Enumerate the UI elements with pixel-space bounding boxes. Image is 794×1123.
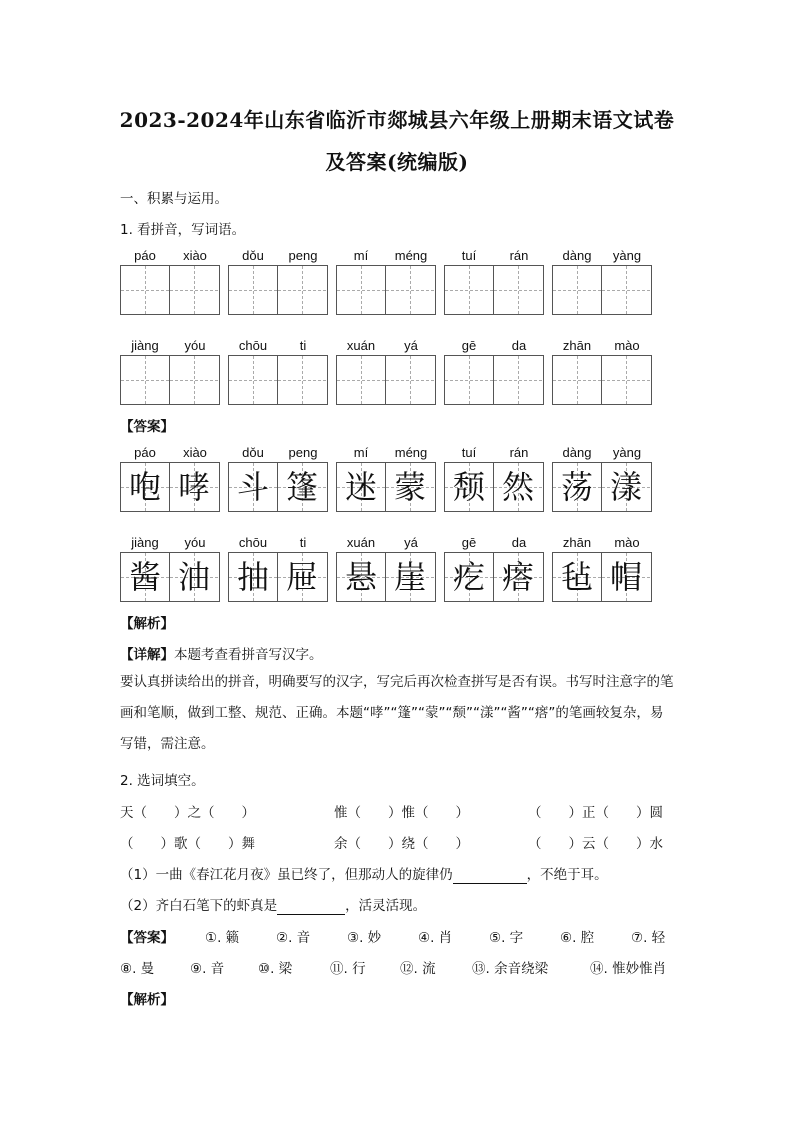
q2-answer-item: ④. 肖 xyxy=(418,930,453,946)
pinyin-label: yóu xyxy=(184,535,206,550)
pinyin-label: yàng xyxy=(612,248,642,263)
q2-answer-item: ③. 妙 xyxy=(347,930,382,946)
grid-cell xyxy=(121,356,170,404)
grid-guide-vertical xyxy=(518,266,519,314)
grid-cell xyxy=(386,266,434,314)
grid-cell xyxy=(229,553,278,601)
sentence-2-blank xyxy=(277,898,345,915)
pinyin-label: peng xyxy=(288,248,318,263)
pinyin-label: gē xyxy=(461,535,477,550)
q2-answer-item: ⑩. 梁 xyxy=(258,961,293,977)
tian-grid xyxy=(552,462,652,512)
pinyin-label: mí xyxy=(353,445,369,460)
answer-character: 蒙 xyxy=(393,468,426,506)
pinyin-label: mào xyxy=(614,338,640,353)
tian-grid xyxy=(552,265,652,315)
answer-word-box xyxy=(552,445,652,521)
tian-grid xyxy=(552,552,652,602)
q2-answer-item: ⑭. 惟妙惟肖 xyxy=(590,961,667,977)
pinyin-label: dàng xyxy=(562,445,592,460)
answer-character: 悬 xyxy=(344,558,377,596)
pinyin-label: jiàng xyxy=(131,535,159,550)
grid-cell xyxy=(602,463,650,511)
pinyin-label: méng xyxy=(394,248,428,263)
grid-guide-vertical xyxy=(361,356,362,404)
grid-cell xyxy=(278,553,326,601)
grid-cell xyxy=(229,356,278,404)
grid-guide-vertical xyxy=(577,356,578,404)
q2-answer-item: ⑦. 轻 xyxy=(631,930,666,946)
option-r1c3: （ ）正（ ）圆 xyxy=(528,805,663,821)
pinyin-label: rán xyxy=(509,248,529,263)
tian-grid xyxy=(120,462,220,512)
answer-word-box xyxy=(228,535,328,611)
question-word-box xyxy=(444,338,544,414)
pinyin-label: zhān xyxy=(562,535,592,550)
tian-grid xyxy=(444,265,544,315)
grid-cell xyxy=(445,266,494,314)
answer-character: 油 xyxy=(177,558,210,596)
grid-guide-vertical xyxy=(469,266,470,314)
explanation-paragraph: 要认真拼读给出的拼音，明确要写的汉字，写完后再次检查拼写是否有误。书写时注意字的笔画和笔顺，做到工整、规范、正确。本题“哮”“篷”“蒙”“颓”“漾”“酱”“瘩”的笔画较复杂，易写错，需注意。 xyxy=(120,674,674,752)
grid-guide-vertical xyxy=(410,356,411,404)
pinyin-label: méng xyxy=(394,445,428,460)
pinyin-label: dàng xyxy=(562,248,592,263)
answer-character: 抽 xyxy=(236,558,269,596)
answer-word-box xyxy=(120,535,220,611)
pinyin-label: yàng xyxy=(612,445,642,460)
pinyin-label: ti xyxy=(299,535,307,550)
grid-cell xyxy=(494,356,542,404)
pinyin-label: gē xyxy=(461,338,477,353)
grid-cell xyxy=(337,463,386,511)
grid-cell xyxy=(170,463,218,511)
grid-cell xyxy=(278,463,326,511)
grid-cell xyxy=(337,553,386,601)
grid-guide-vertical xyxy=(518,356,519,404)
q2-answer-item: ⑧. 曼 xyxy=(120,961,155,977)
option-r1c2: 惟（ ）惟（ ） xyxy=(334,805,469,821)
tian-grid xyxy=(228,552,328,602)
document-title-line2: 及答案(统编版) xyxy=(325,150,469,174)
pinyin-label: xiào xyxy=(183,248,207,263)
pinyin-label: peng xyxy=(288,445,318,460)
analysis-label: 【解析】 xyxy=(120,616,174,632)
sentence-1-end: ，不绝于耳。 xyxy=(526,867,608,883)
q2-answer-item: ⑥. 腔 xyxy=(560,930,595,946)
grid-cell xyxy=(170,356,218,404)
document-title-line1: 2023-2024年山东省临沂市郯城县六年级上册期末语文试卷 xyxy=(119,108,675,132)
answer-character: 然 xyxy=(501,468,534,506)
grid-cell xyxy=(386,553,434,601)
answer-character: 迷 xyxy=(344,468,377,506)
tian-grid xyxy=(120,265,220,315)
question-word-box xyxy=(336,338,436,414)
tian-grid xyxy=(228,355,328,405)
answer-word-box xyxy=(444,535,544,611)
tian-grid xyxy=(336,462,436,512)
grid-guide-vertical xyxy=(626,356,627,404)
grid-cell xyxy=(553,463,602,511)
grid-guide-vertical xyxy=(302,266,303,314)
answer-character: 疙 xyxy=(452,558,485,596)
tian-grid xyxy=(120,355,220,405)
answer-character: 斗 xyxy=(236,468,269,506)
grid-cell xyxy=(445,553,494,601)
q2-answer-item: ①. 籁 xyxy=(205,930,240,946)
q2-answer-item: ⑫. 流 xyxy=(400,961,436,977)
tian-grid xyxy=(336,552,436,602)
pinyin-label: dǒu xyxy=(242,248,264,263)
sentence-1 xyxy=(120,863,608,884)
grid-cell xyxy=(494,553,542,601)
pinyin-label: ti xyxy=(299,338,307,353)
answer-character: 漾 xyxy=(609,468,642,506)
pinyin-label: da xyxy=(511,338,527,353)
question-word-box xyxy=(228,338,328,414)
grid-guide-vertical xyxy=(253,266,254,314)
tian-grid xyxy=(228,265,328,315)
answer-word-box xyxy=(444,445,544,521)
q2-answer-item: ⑤. 字 xyxy=(489,930,524,946)
answer-character: 瘩 xyxy=(501,558,534,596)
grid-cell xyxy=(602,356,650,404)
grid-cell xyxy=(494,463,542,511)
pinyin-label: yá xyxy=(404,535,418,550)
grid-cell xyxy=(553,266,602,314)
pinyin-label: xiào xyxy=(183,445,207,460)
answer-character: 屉 xyxy=(285,558,318,596)
grid-guide-vertical xyxy=(194,356,195,404)
answer-character: 崖 xyxy=(393,558,426,596)
grid-guide-vertical xyxy=(145,356,146,404)
q2-answer-item: ⑨. 音 xyxy=(190,961,225,977)
grid-cell xyxy=(121,463,170,511)
grid-cell xyxy=(121,553,170,601)
option-r1c1: 天（ ）之（ ） xyxy=(120,805,255,821)
sentence-2-start: （2）齐白石笔下的虾真是 xyxy=(120,898,278,914)
pinyin-label: jiàng xyxy=(131,338,159,353)
option-r2c3: （ ）云（ ）水 xyxy=(528,836,663,852)
pinyin-label: xuán xyxy=(346,338,376,353)
question-word-box xyxy=(552,248,652,324)
answer-word-box xyxy=(336,535,436,611)
grid-cell xyxy=(602,266,650,314)
tian-grid xyxy=(336,265,436,315)
grid-guide-vertical xyxy=(626,266,627,314)
grid-cell xyxy=(229,266,278,314)
answer-character: 荡 xyxy=(560,468,593,506)
question-2-prompt: 2. 选词填空。 xyxy=(120,773,205,789)
sentence-2 xyxy=(120,894,426,915)
pinyin-label: yá xyxy=(404,338,418,353)
pinyin-label: yóu xyxy=(184,338,206,353)
answer-word-box xyxy=(336,445,436,521)
answer-label: 【答案】 xyxy=(120,419,174,435)
answer-character: 咆 xyxy=(128,468,161,506)
detail-line xyxy=(120,643,323,663)
pinyin-label: tuí xyxy=(461,445,477,460)
pinyin-label: dǒu xyxy=(242,445,264,460)
q2-answer-item: ⑬. 余音绕梁 xyxy=(472,961,549,977)
grid-guide-vertical xyxy=(145,266,146,314)
grid-guide-vertical xyxy=(302,356,303,404)
grid-cell xyxy=(229,463,278,511)
question-1-prompt: 1. 看拼音，写词语。 xyxy=(120,222,246,238)
answer-character: 颓 xyxy=(452,468,485,506)
question-word-box xyxy=(336,248,436,324)
sentence-1-blank xyxy=(453,867,527,884)
tian-grid xyxy=(444,462,544,512)
grid-cell xyxy=(445,356,494,404)
question-word-box xyxy=(444,248,544,324)
grid-cell xyxy=(278,356,326,404)
tian-grid xyxy=(228,462,328,512)
grid-cell xyxy=(278,266,326,314)
pinyin-label: mí xyxy=(353,248,369,263)
sentence-1-start: （1）一曲《春江花月夜》虽已终了，但那动人的旋律仍 xyxy=(120,867,453,883)
pinyin-label: chōu xyxy=(238,535,268,550)
grid-guide-vertical xyxy=(469,356,470,404)
sentence-2-end: ，活灵活现。 xyxy=(345,898,427,914)
grid-cell xyxy=(337,266,386,314)
section-heading: 一、积累与运用。 xyxy=(120,191,228,207)
grid-cell xyxy=(494,266,542,314)
tian-grid xyxy=(120,552,220,602)
q2-analysis-label: 【解析】 xyxy=(120,992,174,1008)
pinyin-label: chōu xyxy=(238,338,268,353)
answer-character: 毡 xyxy=(560,558,593,596)
pinyin-label: xuán xyxy=(346,535,376,550)
question-word-box xyxy=(228,248,328,324)
answer-character: 酱 xyxy=(128,558,161,596)
pinyin-label: páo xyxy=(134,248,156,263)
tian-grid xyxy=(552,355,652,405)
grid-cell xyxy=(170,553,218,601)
q2-answer-item: ②. 音 xyxy=(276,930,311,946)
grid-cell xyxy=(386,463,434,511)
grid-cell xyxy=(553,553,602,601)
grid-cell xyxy=(121,266,170,314)
pinyin-label: páo xyxy=(134,445,156,460)
grid-guide-vertical xyxy=(410,266,411,314)
grid-cell xyxy=(602,553,650,601)
option-r2c2: 余（ ）绕（ ） xyxy=(334,836,469,852)
grid-cell xyxy=(337,356,386,404)
tian-grid xyxy=(444,355,544,405)
option-r2c1: （ ）歌（ ）舞 xyxy=(120,836,255,852)
pinyin-label: tuí xyxy=(461,248,477,263)
question-word-box xyxy=(120,338,220,414)
grid-guide-vertical xyxy=(194,266,195,314)
grid-guide-vertical xyxy=(577,266,578,314)
answer-word-box xyxy=(552,535,652,611)
pinyin-label: mào xyxy=(614,535,640,550)
answer-character: 帽 xyxy=(609,558,642,596)
q2-answer-item: ⑪. 行 xyxy=(330,961,366,977)
detail-label: 【详解】 xyxy=(120,647,174,663)
answer-character: 哮 xyxy=(177,468,210,506)
grid-cell xyxy=(170,266,218,314)
tian-grid xyxy=(336,355,436,405)
pinyin-label: zhān xyxy=(562,338,592,353)
answer-character: 篷 xyxy=(285,468,318,506)
pinyin-label: da xyxy=(511,535,527,550)
grid-cell xyxy=(553,356,602,404)
grid-cell xyxy=(386,356,434,404)
question-word-box xyxy=(552,338,652,414)
answer-word-box xyxy=(120,445,220,521)
grid-guide-vertical xyxy=(361,266,362,314)
detail-text: 本题考查看拼音写汉字。 xyxy=(174,647,323,663)
grid-guide-vertical xyxy=(253,356,254,404)
answer-word-box xyxy=(228,445,328,521)
question-word-box xyxy=(120,248,220,324)
q2-answer-label: 【答案】 xyxy=(120,930,174,946)
grid-cell xyxy=(445,463,494,511)
pinyin-label: rán xyxy=(509,445,529,460)
tian-grid xyxy=(444,552,544,602)
